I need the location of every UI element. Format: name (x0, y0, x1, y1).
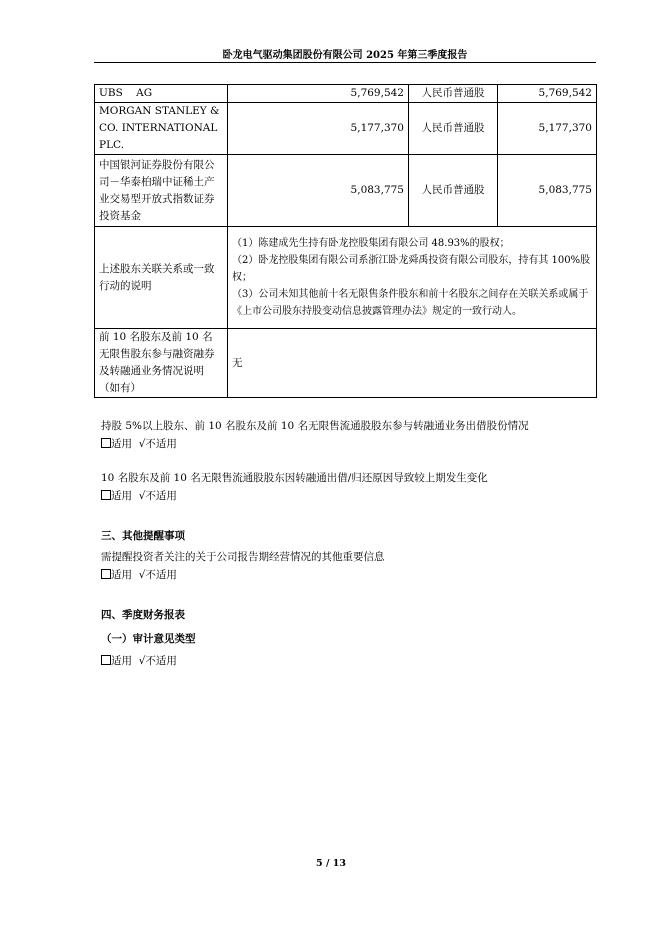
not-applicable-label: √不适用 (138, 655, 177, 667)
holder-shares: 5,177,370 (228, 103, 409, 155)
relation-line-1: （1）陈建成先生持有卧龙控股集团有限公司 48.93%的股权； (232, 238, 510, 249)
table-row (95, 227, 597, 329)
holder-shares: 5,769,542 (228, 85, 409, 103)
applicable-label: 适用 (111, 569, 132, 581)
section-4-checkbox-row (101, 653, 177, 668)
holder-shares: 5,083,775 (228, 155, 409, 227)
holder-name: MORGAN STANLEY & CO. INTERNATIONAL PLC. (95, 103, 228, 155)
relation-line-2: （2）卧龙控股集团有限公司系浙江卧龙舜禹投资有限公司股东，持有其 100%股权； (232, 255, 591, 283)
table-row (95, 85, 597, 103)
section-3-checkbox-row (101, 567, 177, 582)
not-applicable-label: √不适用 (138, 569, 177, 581)
header-divider (94, 62, 596, 63)
not-applicable-label: √不适用 (138, 438, 177, 450)
share-amount: 5,083,775 (498, 155, 597, 227)
not-applicable-label: √不适用 (138, 490, 177, 502)
applicable-label: 适用 (111, 490, 132, 502)
page-header-title: 卧龙电气驱动集团股份有限公司 2025 年第三季度报告 (222, 50, 468, 61)
holder-name: UBS AG (95, 85, 228, 103)
relation-line-3: （3）公司未知其他前十名无限售条件股东和前十名股东之间存在关联关系或属于《上市公司股东持股变动信息披露管理办法》规定的一致行动人。 (232, 289, 589, 317)
change-text: 10 名股东及前 10 名无限售流通股股东因转融通出借/归还原因导致较上期发生变化 (101, 472, 488, 484)
relation-note (228, 227, 597, 329)
applicable-label: 适用 (111, 438, 132, 450)
relation-label: 上述股东关联关系或一致行动的说明 (95, 227, 228, 329)
share-class: 人民币普通股 (409, 155, 498, 227)
holder-name: 中国银河证券股份有限公司－华泰柏瑞中证稀土产业交易型开放式指数证券投资基金 (95, 155, 228, 227)
table-row (95, 155, 597, 227)
margin-label: 前 10 名股东及前 10 名无限售股东参与融资融券及转融通业务情况说明（如有） (95, 329, 228, 398)
page-number: 5 / 13 (316, 858, 346, 869)
checkbox-icon (101, 490, 111, 500)
share-amount: 5,177,370 (498, 103, 597, 155)
table-row (95, 329, 597, 398)
table-row (95, 103, 597, 155)
shareholders-table (94, 84, 597, 398)
share-class: 人民币普通股 (409, 103, 498, 155)
section-4-subheading: （一）审计意见类型 (101, 633, 196, 645)
checkbox-icon (101, 569, 111, 579)
checkbox-icon (101, 438, 111, 448)
margin-value: 无 (228, 329, 597, 398)
lending-text: 持股 5%以上股东、前 10 名股东及前 10 名无限售流通股股东参与转融通业务出借股份情况 (101, 420, 529, 432)
checkbox-icon (101, 655, 111, 665)
applicable-label: 适用 (111, 655, 132, 667)
share-amount: 5,769,542 (498, 85, 597, 103)
lending-checkbox-row (101, 436, 177, 451)
share-class: 人民币普通股 (409, 85, 498, 103)
change-checkbox-row (101, 488, 177, 503)
section-3-heading: 三、其他提醒事项 (101, 530, 185, 542)
section-4-heading: 四、季度财务报表 (101, 609, 185, 621)
section-3-text: 需提醒投资者关注的关于公司报告期经营情况的其他重要信息 (101, 551, 385, 563)
